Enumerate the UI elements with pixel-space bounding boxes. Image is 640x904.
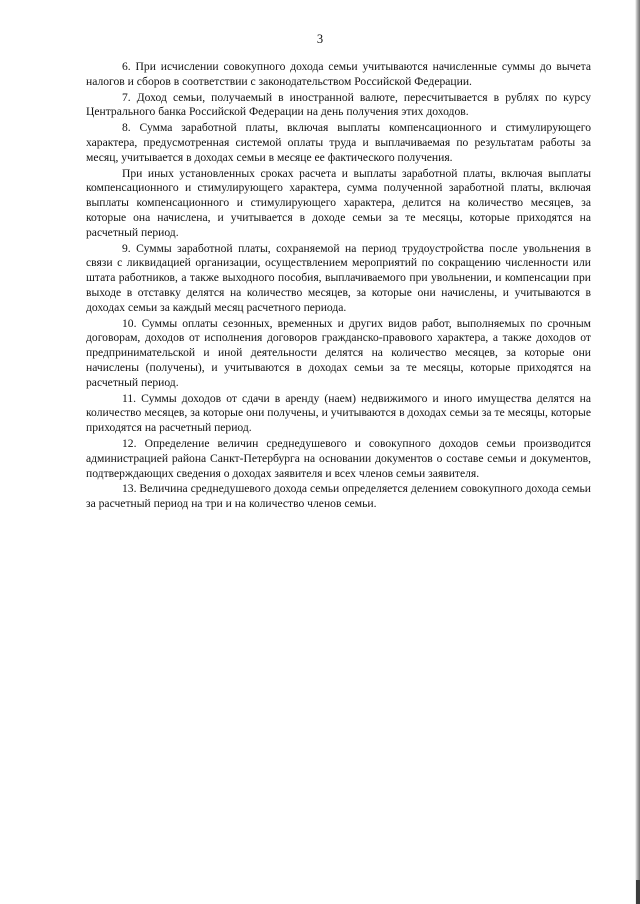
paragraph-13: 13. Величина среднедушевого дохода семьи определяется делением совокупного дохода семьи за расчетный период на три и на количество членов семьи. <box>86 482 591 511</box>
document-body <box>86 60 591 513</box>
page-number: 3 <box>316 32 324 46</box>
paragraph-10: 10. Суммы оплаты сезонных, временных и других видов работ, выполняемых по срочным договорам, доходов от исполнения договоров гражданско-правового характера, а также доходов от предпринимательской и иной деятельности делятся на количество месяцев, за которые они начислены (получены), и учитываются в доходах семьи за те месяцы, которые приходятся на расчетный период. <box>86 316 591 389</box>
paragraph-11: 11. Суммы доходов от сдачи в аренду (наем) недвижимого и иного имущества делятся на количество месяцев, за которые они получены, и учитываются в доходах семьи за те месяцы, которые приходятся на расчетный период. <box>86 391 591 435</box>
scan-edge-dark <box>636 880 640 904</box>
paragraph-8: 8. Сумма заработной платы, включая выплаты компенсационного и стимулирующего характера, предусмотренная системой оплаты труда и выплачиваемая по результатам работы за месяц, учитывается в доходах семьи в месяце ее фактического получения. <box>86 121 591 164</box>
paragraph-8-continued: При иных установленных сроках расчета и выплаты заработной платы, включая выплаты компенсационного и стимулирующего характера, сумма полученной заработной платы, включая выплаты компенсационного и стимулирующего характера, делится на количество месяцев, за которые она начислена, и учитывается в доходе семьи за те месяцы, которые приходятся на расчетный период. <box>86 166 591 239</box>
paragraph-9: 9. Суммы заработной платы, сохраняемой на период трудоустройства после увольнения в связи с ликвидацией организации, осуществлением мероприятий по сокращению численности или штата работников, а также выходного пособия, выплачиваемого при увольнении, и компенсации при выходе в отставку делятся на количество месяцев, за которые они начислены, и учитываются в доходах семьи за каждый месяц расчетного периода. <box>86 241 591 314</box>
paragraph-12: 12. Определение величин среднедушевого и совокупного доходов семьи производится администрацией района Санкт-Петербурга на основании документов о составе семьи и документов, подтверждающих сведения о доходах заявителя и всех членов семьи заявителя. <box>86 436 591 480</box>
scan-edge-shadow <box>635 0 640 904</box>
paragraph-6: 6. При исчислении совокупного дохода семьи учитываются начисленные суммы до вычета налогов и сборов в соответствии с законодательством Российской Федерации. <box>86 60 591 88</box>
paragraph-7: 7. Доход семьи, получаемый в иностранной валюте, пересчитывается в рублях по курсу Центрального банка Российской Федерации на день получения этих доходов. <box>86 90 591 119</box>
